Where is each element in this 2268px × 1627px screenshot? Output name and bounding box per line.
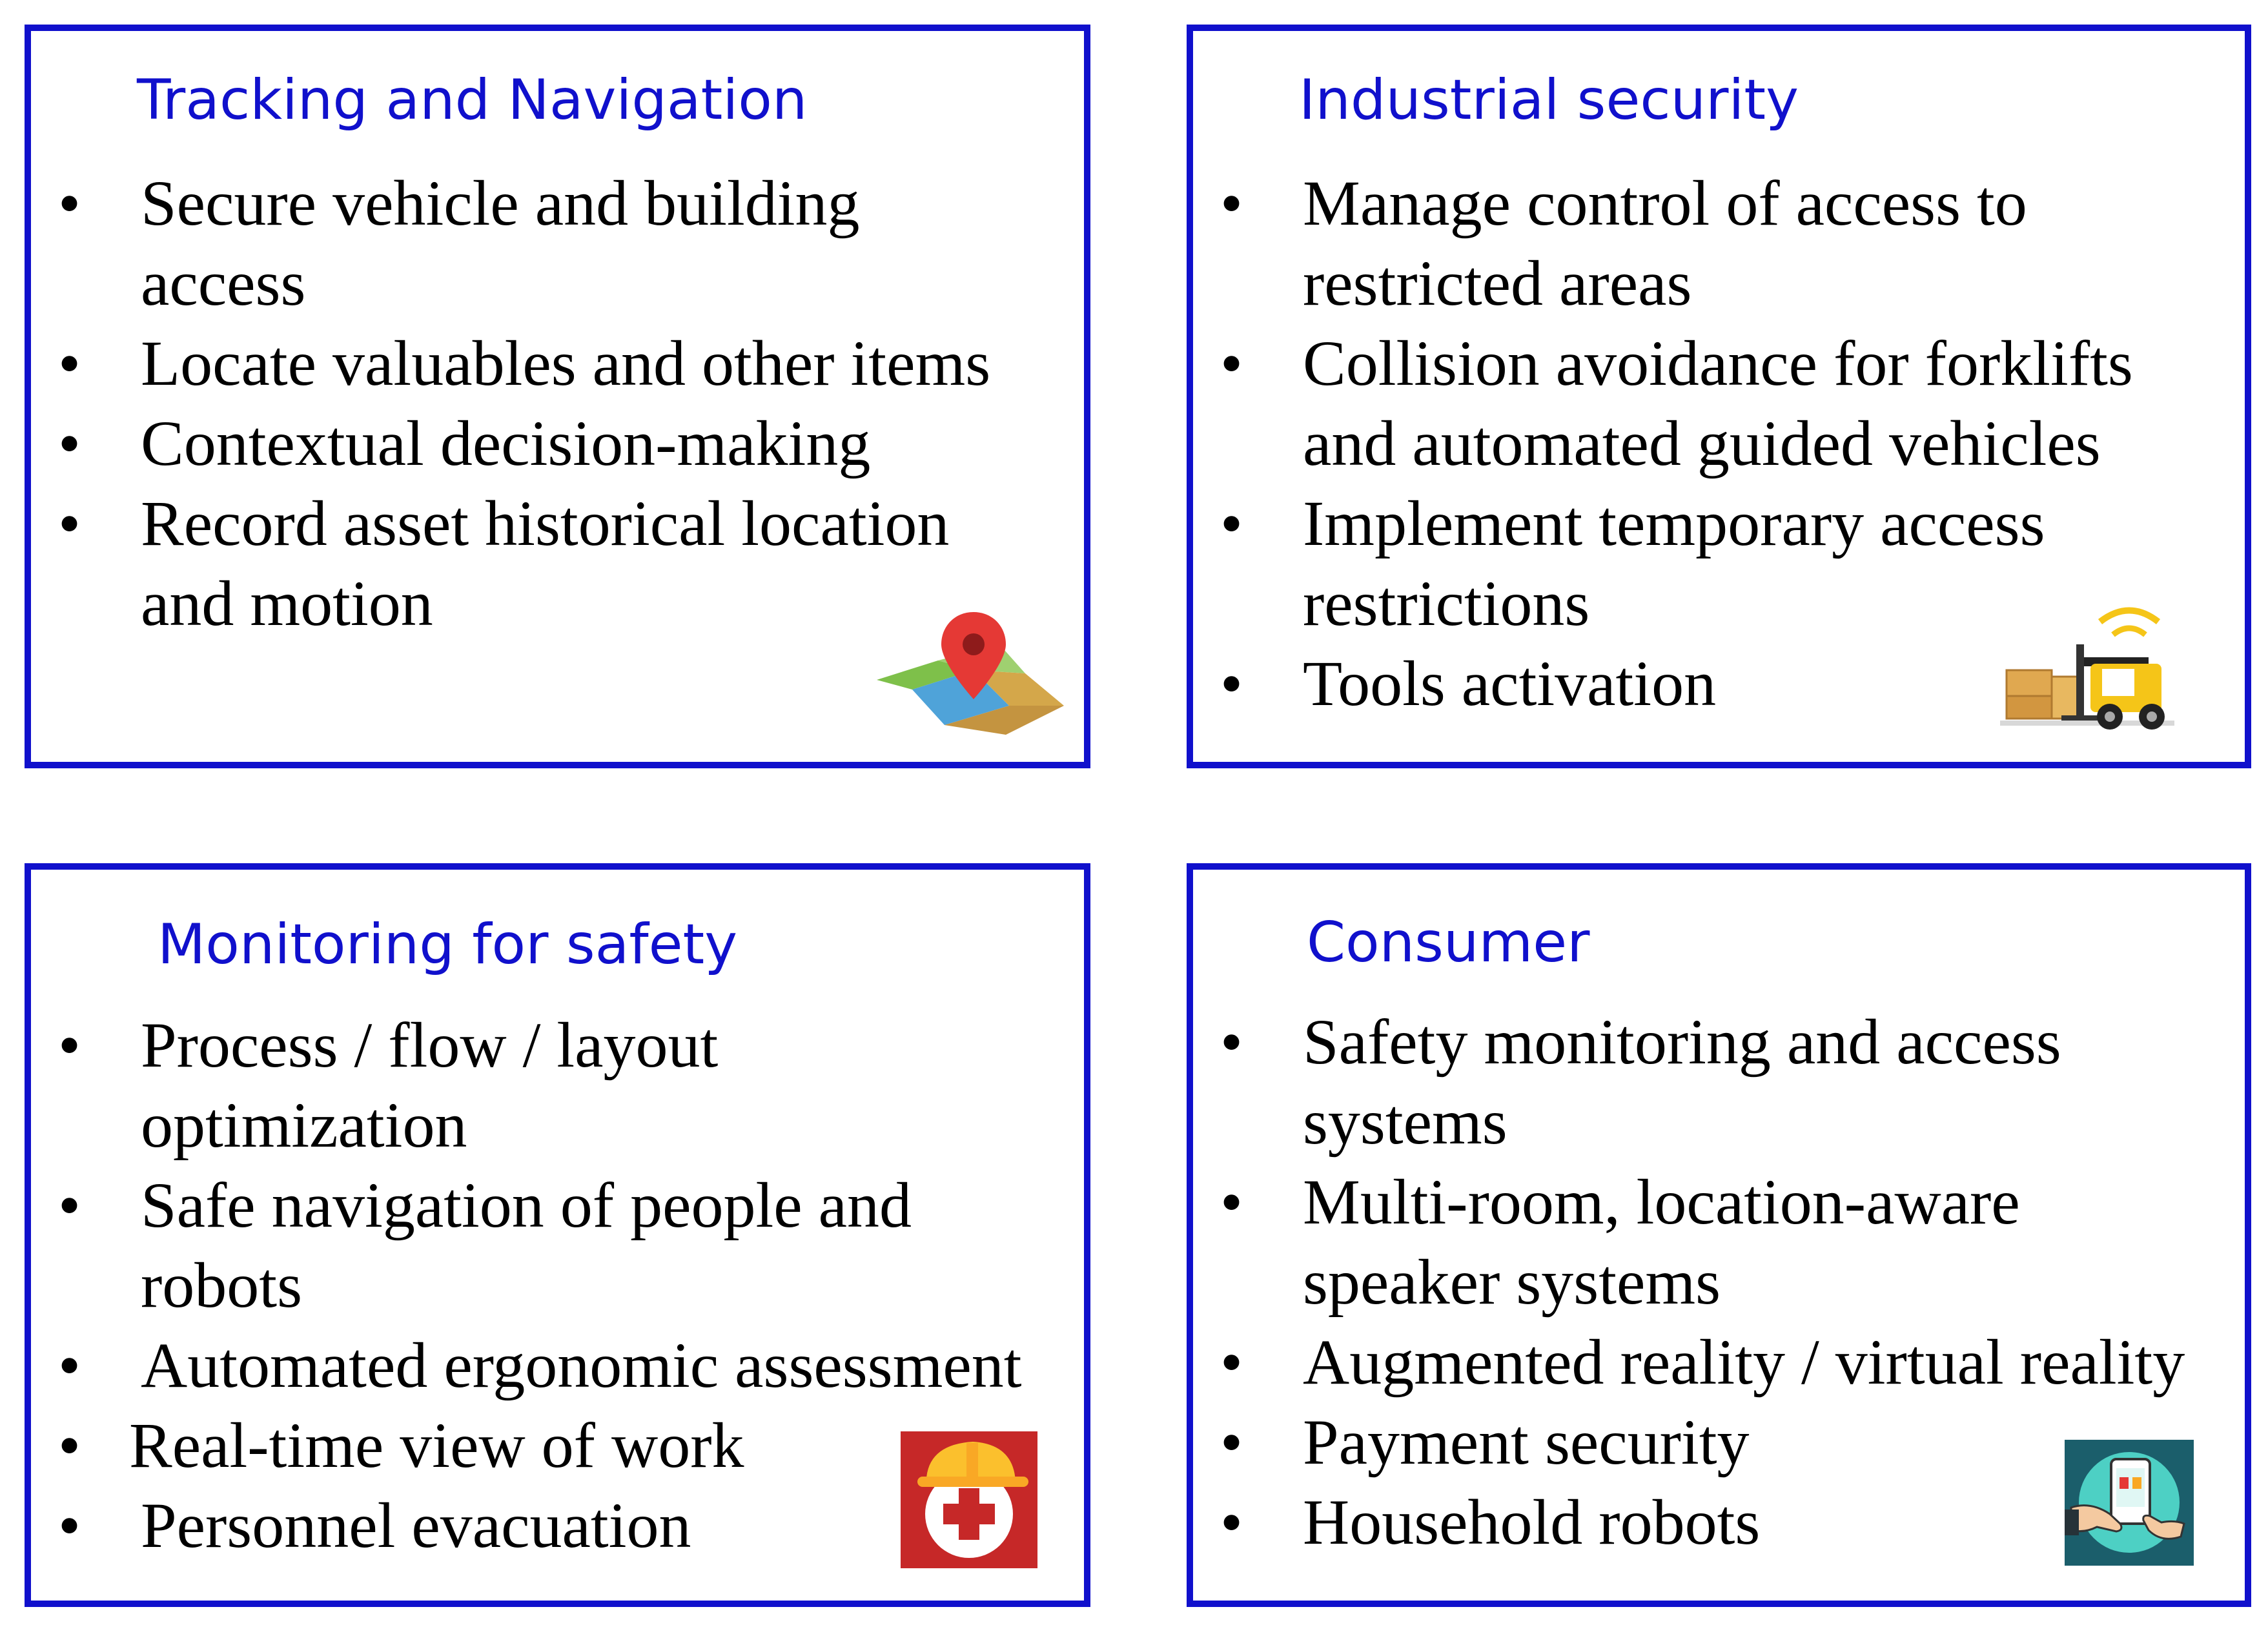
list-item: • Safety monitoring and access systems bbox=[1193, 1002, 2252, 1162]
forklift-icon bbox=[2000, 599, 2181, 741]
list-item: • Real-time view of work bbox=[31, 1406, 1090, 1486]
panel-title: Monitoring for safety bbox=[158, 912, 738, 977]
list-item: • Collision avoidance for forklifts and automated guided vehicles bbox=[1193, 323, 2239, 484]
list-item: • Record asset historical location and motion bbox=[31, 484, 1077, 644]
panel-consumer bbox=[1187, 863, 2251, 1607]
bullet-list bbox=[31, 163, 1077, 644]
list-item: • Contextual decision-making bbox=[31, 404, 1077, 484]
panel-tracking-navigation bbox=[25, 25, 1090, 768]
panel-monitoring-safety bbox=[25, 863, 1090, 1607]
list-item: • Implement temporary access restrictions bbox=[1193, 484, 2239, 644]
list-item: • Augmented reality / virtual reality bbox=[1193, 1322, 2252, 1402]
list-item: • Tools activation bbox=[1193, 644, 2239, 724]
list-item: • Automated ergonomic assessment bbox=[31, 1325, 1090, 1406]
list-item: • Secure vehicle and building access bbox=[31, 163, 1077, 323]
list-item: • Locate valuables and other items bbox=[31, 323, 1077, 404]
panel-title: Consumer bbox=[1307, 910, 1590, 975]
list-item: • Personnel evacuation bbox=[31, 1486, 1090, 1566]
panel-title: Tracking and Navigation bbox=[137, 68, 808, 132]
list-item: • Process / flow / layout optimization bbox=[31, 1005, 1090, 1165]
mobile-payment-icon bbox=[2065, 1440, 2194, 1566]
list-item: • Safe navigation of people and robots bbox=[31, 1165, 1090, 1325]
list-item: • Multi-room, location-aware speaker systems bbox=[1193, 1162, 2252, 1322]
list-item: • Manage control of access to restricted areas bbox=[1193, 163, 2239, 323]
list-item: • Household robots bbox=[1193, 1482, 2252, 1562]
map-pin-icon bbox=[877, 609, 1064, 738]
panel-industrial-security bbox=[1187, 25, 2251, 768]
safety-helmet-cross-icon bbox=[901, 1431, 1037, 1568]
panel-title: Industrial security bbox=[1299, 68, 1799, 132]
list-item: • Payment security bbox=[1193, 1402, 2252, 1482]
